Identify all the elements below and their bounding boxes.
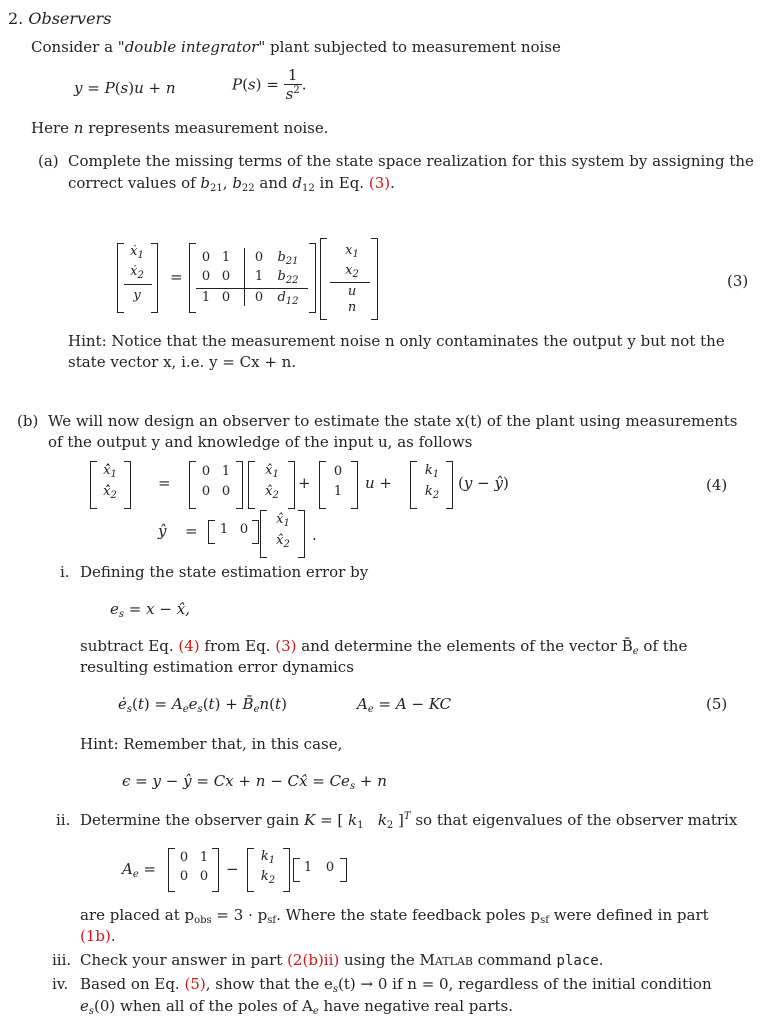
intro-trail: plant subjected to measurement noise [265, 38, 561, 56]
eq-ref-5[interactable]: (5) [184, 975, 206, 993]
intro-paragraph [31, 38, 561, 56]
part-ref-2bii[interactable]: (2(b)ii) [287, 951, 340, 969]
eq-number-5: (5) [706, 695, 728, 713]
transfer-fraction: $\frac{1}{s^2}$ [285, 66, 300, 103]
item-ii-ref-line: (1b). [80, 927, 116, 945]
item-ii-label: ii. [56, 811, 71, 829]
eq-ref-3b[interactable]: (3) [275, 637, 297, 655]
item-i-label: i. [60, 563, 70, 581]
item-iii-label: iii. [52, 951, 72, 969]
item-iv-label: iv. [52, 975, 69, 993]
part-a-line1: Complete the missing terms of the state space realization for this system by assigning the [68, 152, 754, 170]
part-a-hint-line1: Hint: Notice that the measurement noise n only contaminates the output y but not the [68, 332, 725, 350]
intro-lead: Consider a [31, 38, 118, 56]
section-number: 2. [8, 9, 24, 28]
error-dynamics: $ė_s(t) = A_ee_s(t)$ + $B̄_en(t)$ [118, 695, 287, 715]
eq-number-3: (3) [727, 272, 749, 290]
item-ii-placed: are placed at $p_{obs} = 3 \cdot p_{sf}$. Where the state feedback poles $p_{sf}$ were defined in part [80, 906, 709, 926]
part-b-label: (b) [17, 412, 39, 430]
eq-number-4: (4) [706, 476, 728, 494]
section-title: Observers [28, 9, 112, 28]
item-i-line1: subtract Eq. (4) from Eq. (3) and determine the elements of the vector $B̄_e$ of the [80, 637, 688, 657]
item-i-text: Defining the state estimation error by [80, 563, 369, 581]
eq-ref-3[interactable]: (3) [368, 174, 391, 192]
eq-ref-4[interactable]: (4) [178, 637, 200, 655]
item-iii-text: Check your answer in part (2(b)ii) using the Matlab command place. [80, 951, 604, 969]
part-a-line2: correct values of $b_{21}$, $b_{22}$ and $d_{12}$ in Eq. (3). [68, 174, 395, 194]
transfer-function: P(s) = $\frac{1}{s^2}$ . [232, 66, 307, 103]
part-a-hint-line2: state vector x, i.e. y = Cx + n. [68, 353, 297, 371]
item-i-line2: resulting estimation error dynamics [80, 658, 354, 676]
part-b-line1: We will now design an observer to estimate the state x(t) of the plant using measurements [48, 412, 738, 430]
part-a-label: (a) [38, 152, 59, 170]
item-iv-line2: $e_s(0)$ when all of the poles of $A_e$ have negative real parts. [80, 997, 514, 1017]
item-ii-text: Determine the observer gain K = [ $k_1$ $k_2$ ]$^T$ so that eigenvalues of the observer matrix [80, 811, 738, 831]
error-definition: $e_s = x$ − x̂, [110, 600, 190, 620]
item-iv-line1: Based on Eq. (5), show that the $e_s(t) \to 0$ if n = 0, regardless of the initial condition [80, 975, 712, 995]
section-heading [8, 9, 111, 28]
plant-equation: y = P(s)u + n [74, 79, 176, 97]
part-b-line2: of the output y and knowledge of the input u, as follows [48, 433, 473, 451]
innovation-equation: ϵ = y − ŷ = Cx + n − Cx̂ = $Ce_s + n$ [122, 772, 387, 792]
observer-matrix-def: $A_e = A$ − KC [357, 695, 452, 715]
noise-note: Here n represents measurement noise. [31, 119, 329, 137]
part-ref-1b[interactable]: (1b) [80, 927, 111, 945]
item-i-hint: Hint: Remember that, in this case, [80, 735, 343, 753]
intro-quoted: "double integrator" [117, 38, 266, 56]
